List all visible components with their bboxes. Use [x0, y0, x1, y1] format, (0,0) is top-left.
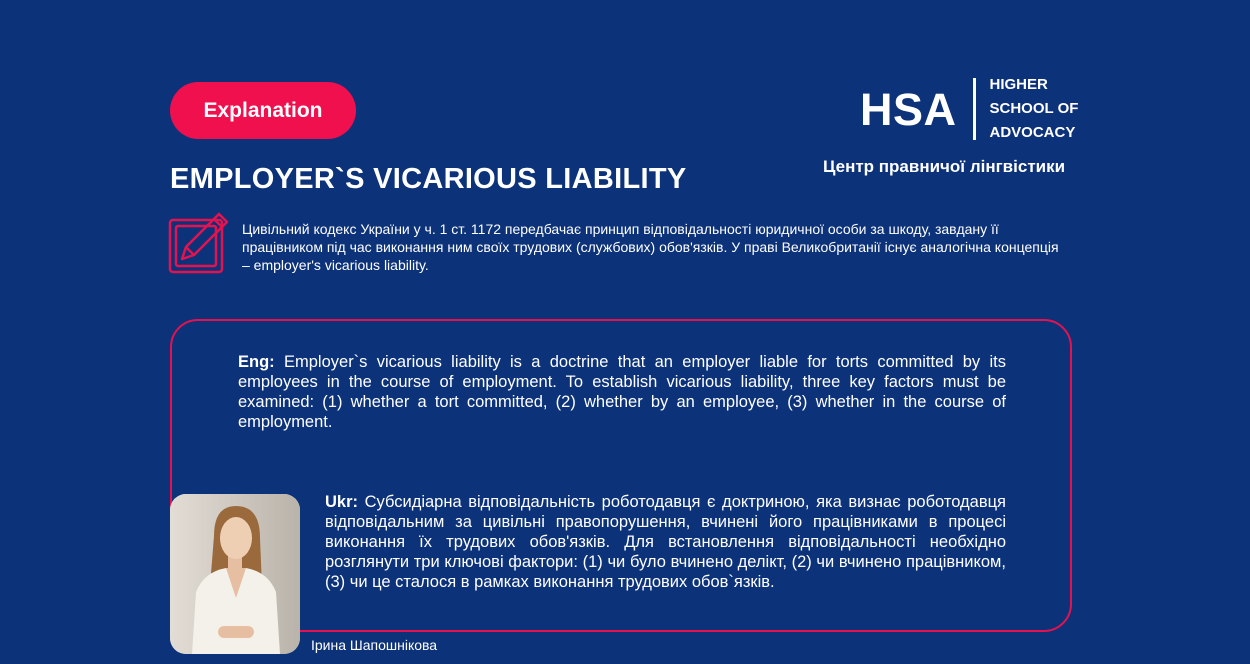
- ukrainian-definition: [325, 492, 1006, 592]
- english-definition: [238, 352, 1006, 432]
- author-photo: [170, 494, 300, 654]
- logo-line-1: HIGHER: [989, 76, 1048, 93]
- hsa-logo: [860, 76, 1078, 142]
- explanation-badge-label: Explanation: [203, 98, 323, 122]
- pencil-edit-icon: [168, 211, 230, 275]
- logo-divider: [973, 78, 976, 140]
- english-text: Employer`s vicarious liability is a doctrine that an employer liable for torts committed by its employees in the course of employment. To establish vicarious liability, three key factors must be examined: (1) whether a tort committed, (2) whether by an employee, (3) whether in the course of employment.: [238, 353, 1006, 431]
- ukrainian-label: Ukr:: [325, 493, 359, 511]
- explanation-badge: [170, 82, 356, 139]
- logo-wordmark: [990, 73, 1079, 145]
- logo-line-3: ADVOCACY: [989, 124, 1076, 141]
- author-name: Ірина Шапошнікова: [311, 637, 438, 653]
- english-label: Eng:: [238, 353, 275, 371]
- logo-abbreviation: HSA: [860, 83, 957, 135]
- logo-line-2: SCHOOL OF: [989, 100, 1079, 117]
- ukrainian-text: Субсидіарна відповідальність роботодавця є доктриною, яка визнає роботодавця відповідальним за цивільні правопорушення, вчинені його працівниками в процесі виконання їх трудових обов'язків. Для встановлення відповідальності необхідно розглянути три ключові фактори: (1) чи було вчинено делікт, (2) чи вчинено працівником, (3) чи це сталося в рамках виконання трудових обов`язків.: [325, 493, 1006, 591]
- page-title: EMPLOYER`S VICARIOUS LIABILITY: [170, 163, 687, 195]
- centre-name: Центр правничої лінгвістики: [823, 157, 1066, 176]
- intro-paragraph: Цивільний кодекс України у ч. 1 ст. 1172 передбачає принцип відповідальності юридичної особи за шкоду, завдану її працівником під час виконання ним своїх трудових (службових) обов'язків. У праві Великобританії існує аналогічна концепція – employer's vicarious liability.: [242, 221, 1059, 273]
